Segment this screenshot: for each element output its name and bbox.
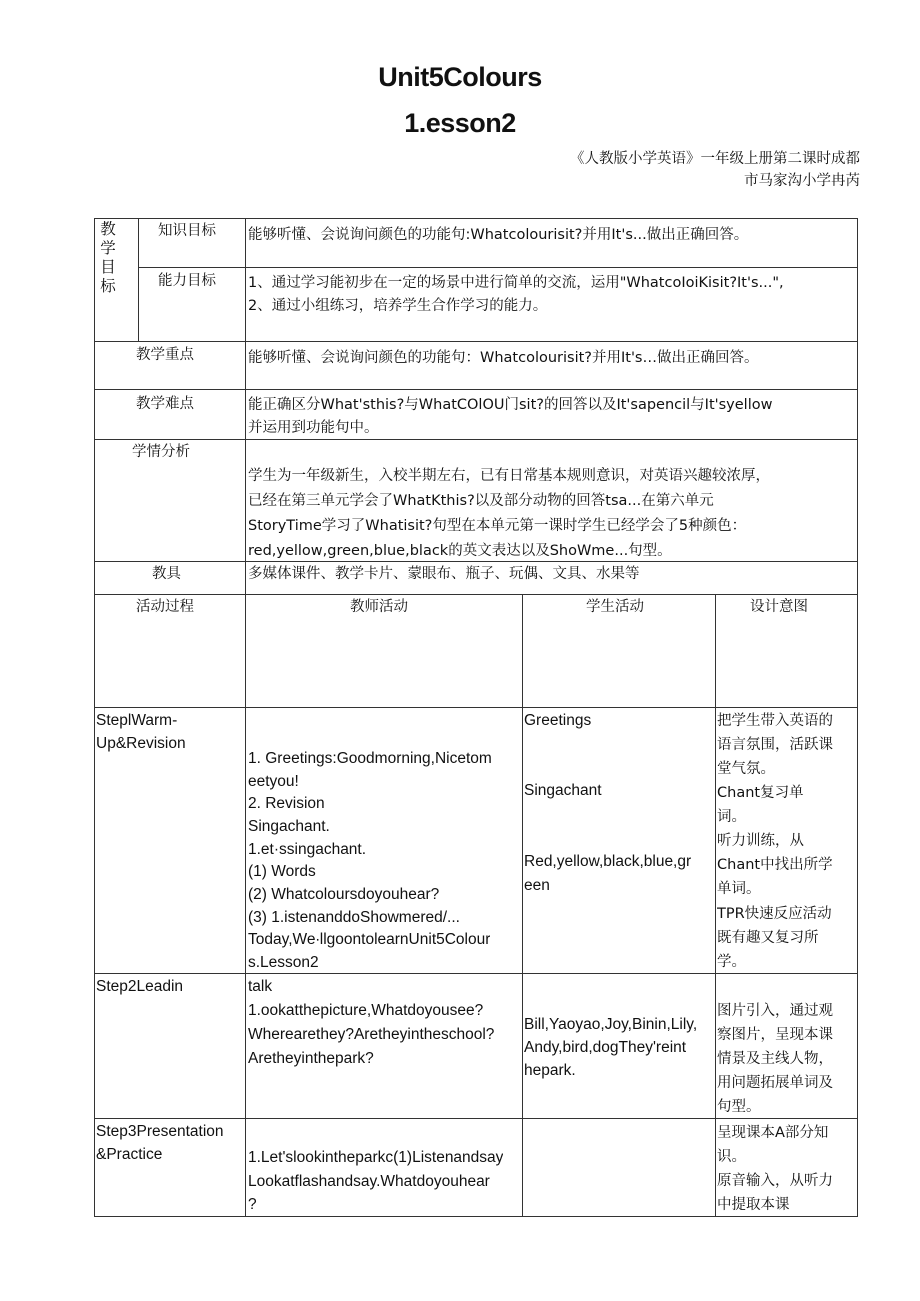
step3-teacher-line: 1.Let'slookintheparkc(1)Listenandsay bbox=[248, 1149, 504, 1166]
grid-line bbox=[94, 389, 858, 390]
analysis-line-2: 已经在第三单元学会了WhatKthis?以及部分动物的回答tsa...在第六单元 bbox=[248, 493, 714, 509]
step1-student-chant: Singachant bbox=[524, 782, 602, 799]
grid-line bbox=[138, 267, 858, 268]
step1-teacher-line: (1) Words bbox=[248, 863, 316, 880]
step3-design-line: 中提取本课 bbox=[717, 1197, 790, 1213]
step2-design-line: 情景及主线人物， bbox=[717, 1051, 833, 1067]
step1-teacher-line: 2. Revision bbox=[248, 795, 325, 812]
grid-line bbox=[857, 218, 858, 1216]
step2-teacher-line: talk bbox=[248, 978, 273, 995]
header-student: 学生活动 bbox=[586, 599, 644, 615]
step1-teacher-line: eetyou! bbox=[248, 773, 299, 790]
objectives-group-label: 教学目标 bbox=[100, 220, 116, 295]
step1-student-greetings: Greetings bbox=[524, 712, 592, 729]
difficulty-label: 教学难点 bbox=[136, 396, 194, 412]
step1-teacher-line: 1. Greetings:Goodmorning,Nicetom bbox=[248, 750, 492, 767]
grid-line bbox=[94, 707, 858, 708]
step1-design-line: TPR快速反应活动 bbox=[717, 906, 832, 922]
tools-label: 教具 bbox=[152, 566, 181, 582]
difficulty-line-2: 并运用到功能句中。 bbox=[248, 420, 379, 436]
grid-line bbox=[94, 341, 858, 342]
ability-line-1: 1、通过学习能初步在一定的场景中进行简单的交流，运用"WhatcoIoiKisit?It's...", bbox=[248, 275, 784, 291]
document-title: Unit5Colours bbox=[378, 62, 542, 92]
step1-label-line-2: Up&Revision bbox=[96, 735, 186, 752]
ability-line-2: 2、通过小组练习，培养学生合作学习的能力。 bbox=[248, 298, 548, 314]
step3-label-line-2: &Practice bbox=[96, 1146, 163, 1163]
step1-design-line: Chant中找出所学 bbox=[717, 857, 833, 873]
step3-design-line: 识。 bbox=[717, 1149, 746, 1165]
step2-design-line: 图片引入，通过观 bbox=[717, 1003, 833, 1019]
step1-teacher-line: s.Lesson2 bbox=[248, 954, 319, 971]
step2-design-line: 用问题拓展单词及 bbox=[717, 1075, 833, 1091]
step1-label-line-1: SteplWarm- bbox=[96, 712, 178, 729]
step2-teacher-line: Aretheyinthepark? bbox=[248, 1050, 374, 1067]
step1-design-line: 听力训练，从 bbox=[717, 833, 804, 849]
analysis-line-4: red,yellow,green,blue,black的英文表达以及ShoWme...句型。 bbox=[248, 543, 672, 559]
grid-line bbox=[94, 218, 858, 219]
step2-design-line: 察图片，呈现本课 bbox=[717, 1027, 833, 1043]
step1-design-line: 词。 bbox=[717, 809, 746, 825]
step1-design-line: 学。 bbox=[717, 954, 746, 970]
header-process: 活动过程 bbox=[136, 599, 194, 615]
grid-line bbox=[94, 218, 95, 1216]
grid-line bbox=[138, 218, 139, 341]
step2-teacher-line: Wherearethey?Aretheyintheschool? bbox=[248, 1026, 495, 1043]
lesson-title: 1.esson2 bbox=[404, 108, 516, 138]
step1-design-line: 把学生带入英语的 bbox=[717, 713, 833, 729]
analysis-label: 学情分析 bbox=[132, 444, 190, 460]
step3-design-line: 原音输入，从听力 bbox=[717, 1173, 833, 1189]
step1-student-colours-1: Red,yellow,black,blue,gr bbox=[524, 853, 692, 870]
knowledge-label: 知识目标 bbox=[158, 223, 216, 239]
step3-teacher-line: Lookatflashandsay.Whatdoyouhear bbox=[248, 1173, 490, 1190]
knowledge-text: 能够听懂、会说询问颜色的功能句:Whatcolourisit?并用It's...做出正确回答。 bbox=[248, 227, 749, 243]
step1-teacher-line: Today,We∙llgoontolearnUnit5Colour bbox=[248, 931, 491, 948]
header-design: 设计意图 bbox=[750, 599, 808, 615]
step1-teacher-line: (2) Whatcoloursdoyouhear? bbox=[248, 886, 440, 903]
step3-teacher-line: ? bbox=[248, 1196, 257, 1213]
step3-label-line-1: Step3Presentation bbox=[96, 1123, 224, 1140]
step1-teacher-line: Singachant. bbox=[248, 818, 330, 835]
grid-line bbox=[715, 594, 716, 1216]
analysis-line-1: 学生为一年级新生，入校半期左右，已有日常基本规则意识，对英语兴趣较浓厚， bbox=[248, 468, 770, 484]
step2-teacher-line: 1.ookatthepicture,Whatdoyousee? bbox=[248, 1002, 484, 1019]
source-line-2: 市马家沟小学冉芮 bbox=[744, 173, 860, 189]
difficulty-line-1: 能正确区分What'sthis?与WhatCOlOU门sit?的回答以及It'sapencil与It'syellow bbox=[248, 397, 773, 413]
header-teacher: 教师活动 bbox=[350, 599, 408, 615]
grid-line bbox=[94, 594, 858, 595]
step1-design-line: 堂气氛。 bbox=[717, 761, 775, 777]
ability-label: 能力目标 bbox=[158, 273, 216, 289]
step1-design-line: 既有趣又复习所 bbox=[717, 930, 819, 946]
tools-text: 多媒体课件、教学卡片、蒙眼布、瓶子、玩偶、文具、水果等 bbox=[248, 566, 640, 582]
step2-student-line: hepark. bbox=[524, 1062, 576, 1079]
step1-student-colours-2: een bbox=[524, 877, 550, 894]
grid-line bbox=[522, 594, 523, 1216]
step3-design-line: 呈现课本A部分知 bbox=[717, 1125, 829, 1141]
step1-design-line: Chant复习单 bbox=[717, 785, 804, 801]
step1-teacher-line: 1.et·ssingachant. bbox=[248, 841, 367, 858]
analysis-line-3: StoryTime学习了Whatisit?句型在本单元第一课时学生已经学会了5种颜色： bbox=[248, 518, 747, 534]
step2-label: Step2Leadin bbox=[96, 978, 184, 995]
step2-design-line: 句型。 bbox=[717, 1099, 761, 1115]
grid-line bbox=[245, 218, 246, 1216]
step2-student-line: Bill,Yaoyao,Joy,Binin,Lily, bbox=[524, 1016, 698, 1033]
step2-student-line: Andy,bird,dogThey'reint bbox=[524, 1039, 687, 1056]
step1-teacher-line: (3) 1.istenanddoShowmered/... bbox=[248, 909, 460, 926]
step1-design-line: 语言氛围，活跃课 bbox=[717, 737, 833, 753]
key-point-label: 教学重点 bbox=[136, 347, 194, 363]
step1-design-line: 单词。 bbox=[717, 881, 761, 897]
source-line-1: 《人教版小学英语》一年级上册第二课时成都 bbox=[570, 151, 860, 167]
key-point-text: 能够听懂、会说询问颜色的功能句：Whatcolourisit?并用It's…做出正确回答。 bbox=[248, 350, 759, 366]
